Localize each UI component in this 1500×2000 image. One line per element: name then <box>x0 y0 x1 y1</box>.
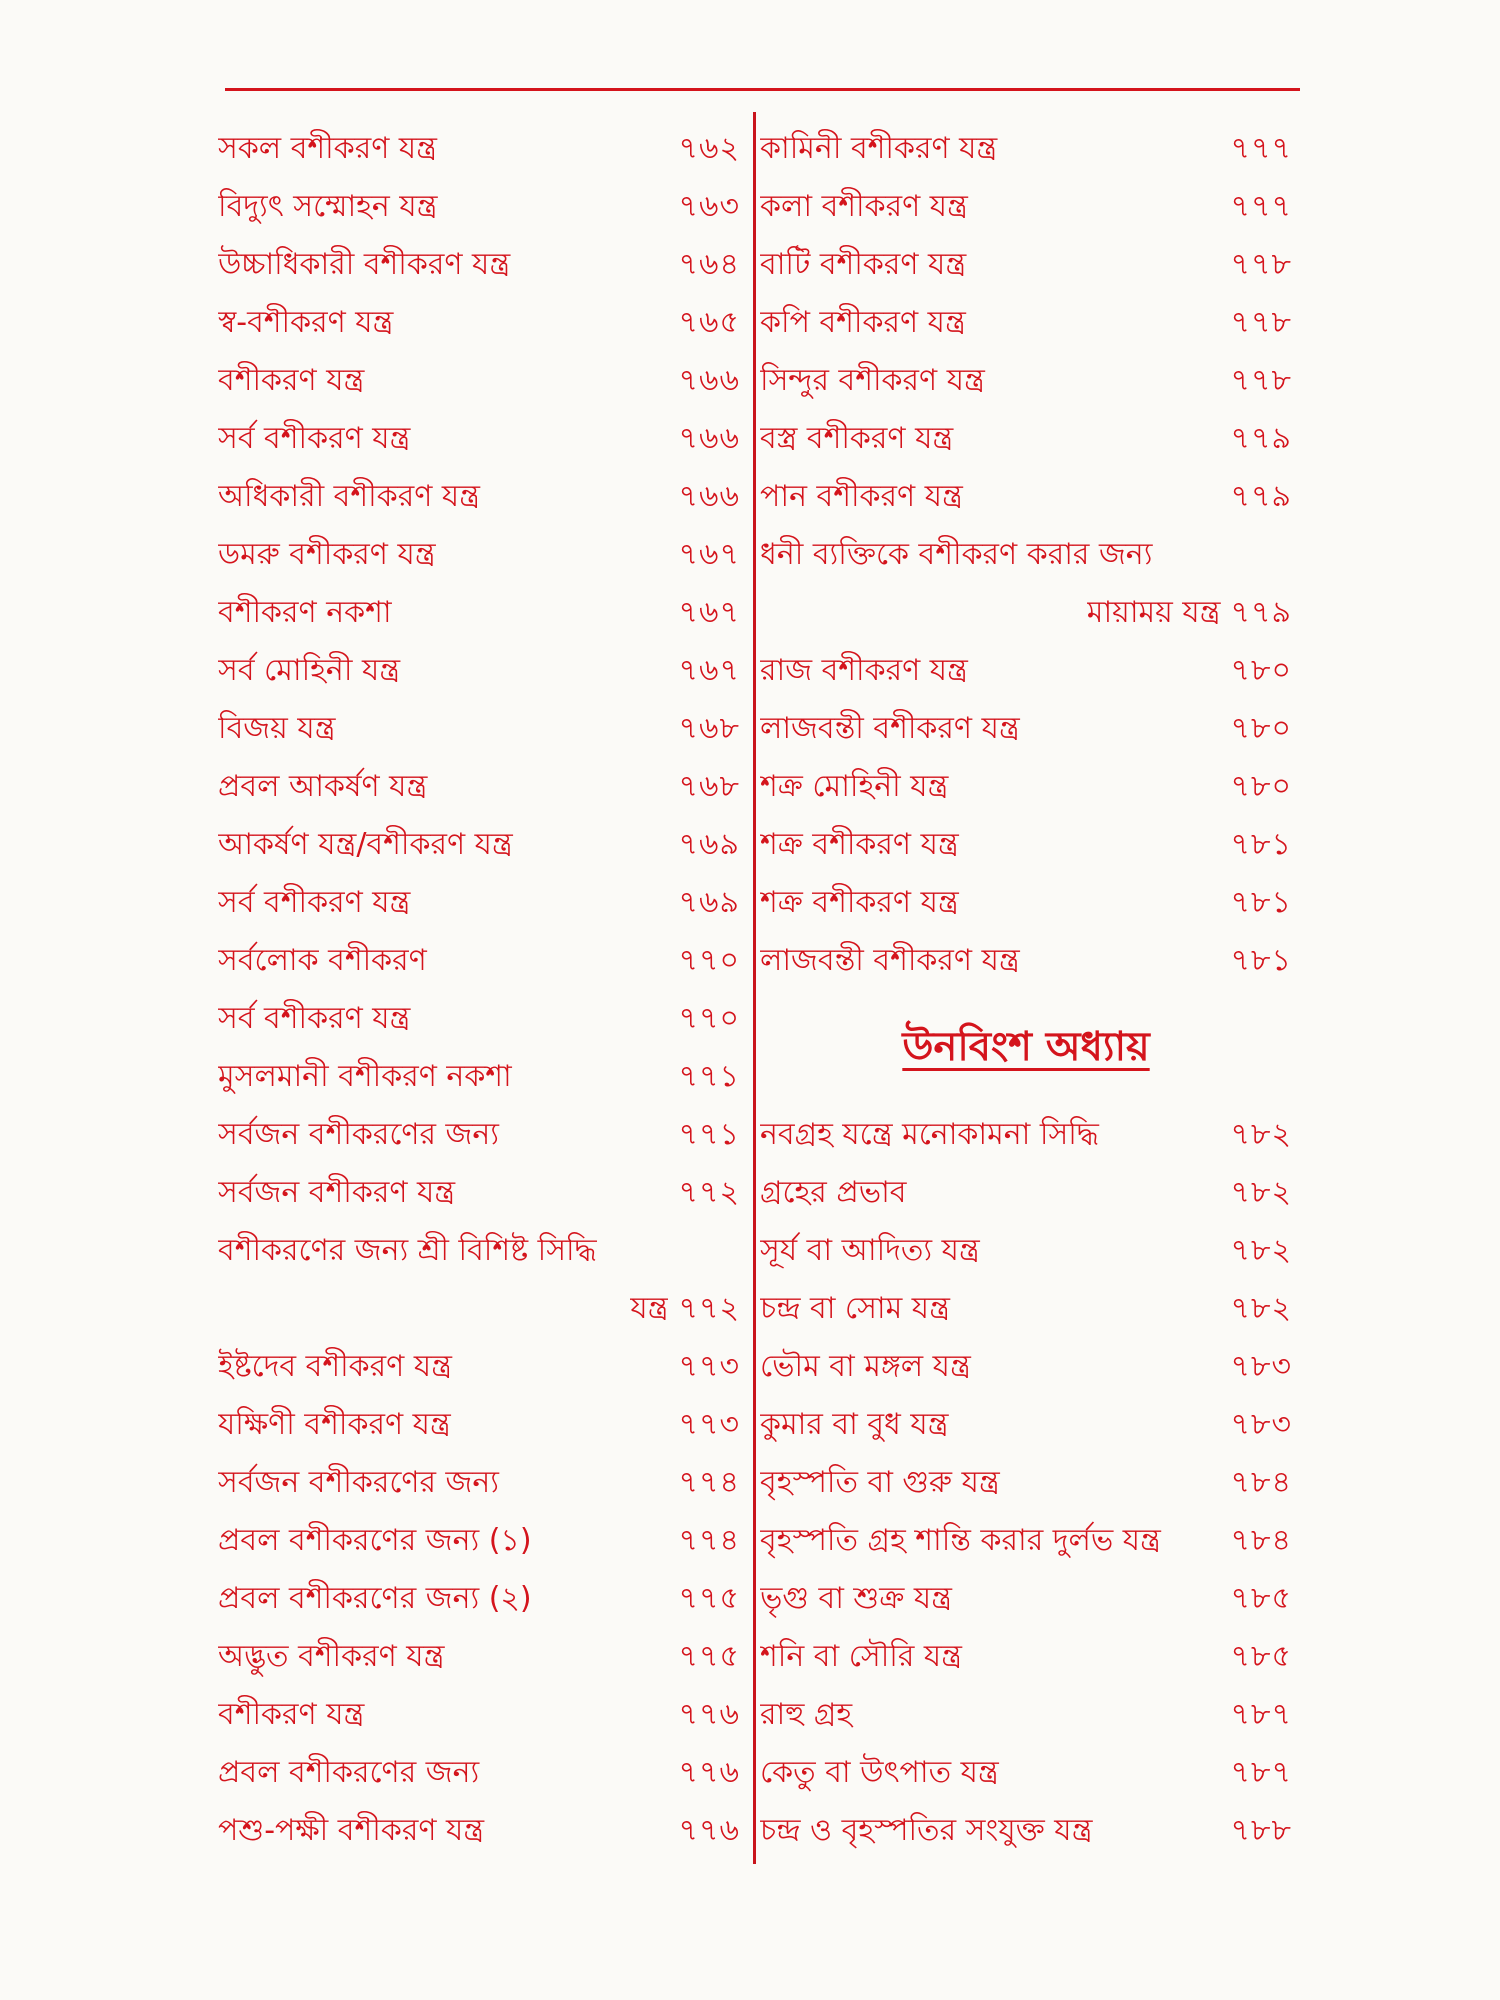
toc-entry <box>760 294 1292 352</box>
toc-entry <box>218 990 740 1048</box>
toc-entry-page: ৭৮৫ <box>1230 1580 1292 1616</box>
toc-entry <box>218 816 740 874</box>
toc-entry-page: ৭৭৭ <box>1230 130 1292 166</box>
toc-entry-title: সিন্দুর বশীকরণ যন্ত্র <box>760 362 985 398</box>
toc-entry <box>760 1164 1292 1222</box>
toc-entry-title: শনি বা সৌরি যন্ত্র <box>760 1638 963 1674</box>
toc-entry-title: বৃহস্পতি গ্রহ শান্তি করার দুর্লভ যন্ত্র <box>760 1522 1161 1558</box>
toc-entry <box>760 468 1292 526</box>
toc-entry-title: সর্বজন বশীকরণ যন্ত্র <box>218 1174 456 1210</box>
toc-entry <box>218 410 740 468</box>
toc-entry-title: পান বশীকরণ যন্ত্র <box>760 478 963 514</box>
toc-entry <box>760 1802 1292 1860</box>
toc-entry-page: ৭৮৭ <box>1230 1696 1292 1732</box>
toc-entry-title: সর্বজন বশীকরণের জন্য <box>218 1116 499 1152</box>
toc-right-top-list <box>760 120 1292 990</box>
toc-entry-page: ৭৭০ <box>678 1000 740 1036</box>
toc-entry-title: নবগ্রহ যন্ত্রে মনোকামনা সিদ্ধি <box>760 1116 1099 1152</box>
toc-entry <box>218 642 740 700</box>
toc-entry-title: শক্র বশীকরণ যন্ত্র <box>760 826 959 862</box>
toc-entry <box>760 816 1292 874</box>
toc-entry-title: বাটি বশীকরণ যন্ত্র <box>760 246 967 282</box>
toc-entry-page: ৭৮২ <box>1230 1116 1292 1152</box>
toc-entry <box>760 874 1292 932</box>
toc-entry-title: সর্ব বশীকরণ যন্ত্র <box>218 420 411 456</box>
toc-entry <box>760 1106 1292 1164</box>
toc-entry-title: সকল বশীকরণ যন্ত্র <box>218 130 438 166</box>
toc-entry-page: ৭৭৫ <box>678 1638 740 1674</box>
toc-entry <box>760 642 1292 700</box>
toc-entry <box>760 758 1292 816</box>
toc-entry <box>760 236 1292 294</box>
toc-entry <box>218 526 740 584</box>
toc-entry-title: প্রবল বশীকরণের জন্য (১) <box>218 1522 532 1558</box>
toc-entry-page: ৭৭৮ <box>1230 362 1292 398</box>
toc-entry <box>218 236 740 294</box>
toc-entry-title: লাজবন্তী বশীকরণ যন্ত্র <box>760 710 1020 746</box>
top-rule <box>225 88 1300 91</box>
toc-entry-title: বশীকরণ যন্ত্র <box>218 362 365 398</box>
toc-entry <box>218 1744 740 1802</box>
toc-entry-page: ৭৮২ <box>1230 1174 1292 1210</box>
toc-entry-page: ৭৭৩ <box>678 1348 740 1384</box>
toc-entry <box>218 584 740 642</box>
toc-entry-page: ৭৭৭ <box>1230 188 1292 224</box>
toc-entry <box>218 1396 740 1454</box>
toc-right-bottom-list <box>760 1106 1292 1860</box>
toc-entry-page: ৭৬৫ <box>678 304 740 340</box>
toc-entry <box>760 178 1292 236</box>
toc-entry-page: ৭৮১ <box>1230 942 1292 978</box>
toc-entry-title: যক্ষিণী বশীকরণ যন্ত্র <box>218 1406 451 1442</box>
toc-entry-continuation <box>760 584 1292 642</box>
toc-entry-page: ৭৬৮ <box>678 768 740 804</box>
toc-entry-title: প্রবল বশীকরণের জন্য (২) <box>218 1580 532 1616</box>
toc-entry-page: ৭৬৯ <box>678 884 740 920</box>
toc-entry <box>760 526 1292 584</box>
toc-entry <box>218 1512 740 1570</box>
toc-entry-page: ৭৮৭ <box>1230 1754 1292 1790</box>
toc-entry <box>218 1222 740 1280</box>
toc-entry-title: কপি বশীকরণ যন্ত্র <box>760 304 966 340</box>
toc-entry <box>218 1164 740 1222</box>
toc-entry-page: ৭৭৬ <box>678 1696 740 1732</box>
toc-entry-page: ৭৬২ <box>678 130 740 166</box>
toc-entry <box>760 932 1292 990</box>
toc-entry-page: ৭৮২ <box>1230 1232 1292 1268</box>
toc-entry-page: ৭৬৬ <box>678 420 740 456</box>
toc-entry-title: বৃহস্পতি বা গুরু যন্ত্র <box>760 1464 1000 1500</box>
toc-entry-page: ৭৭৪ <box>678 1464 740 1500</box>
toc-entry-title: কেতু বা উৎপাত যন্ত্র <box>760 1754 999 1790</box>
toc-entry-title: ভৃগু বা শুক্র যন্ত্র <box>760 1580 952 1616</box>
toc-entry-page: ৭৭৯ <box>1230 420 1292 456</box>
toc-entry-title: সূর্য বা আদিত্য যন্ত্র <box>760 1232 980 1268</box>
toc-entry <box>218 178 740 236</box>
toc-entry-page: ৭৭২ <box>678 1290 740 1326</box>
toc-entry <box>218 1570 740 1628</box>
toc-entry <box>218 1628 740 1686</box>
toc-entry-page: ৭৮০ <box>1230 710 1292 746</box>
toc-entry <box>218 1802 740 1860</box>
toc-entry <box>760 120 1292 178</box>
toc-entry-title: রাজ বশীকরণ যন্ত্র <box>760 652 968 688</box>
chapter-heading <box>760 990 1292 1106</box>
toc-entry-title: সর্বজন বশীকরণের জন্য <box>218 1464 499 1500</box>
toc-entry <box>760 1512 1292 1570</box>
toc-entry-title: বশীকরণের জন্য শ্রী বিশিষ্ট সিদ্ধি <box>218 1232 597 1268</box>
toc-entry <box>760 1454 1292 1512</box>
toc-entry-page: ৭৭০ <box>678 942 740 978</box>
toc-entry <box>218 1454 740 1512</box>
toc-entry-title: বিদ্যুৎ সম্মোহন যন্ত্র <box>218 188 438 224</box>
toc-entry-title: চন্দ্র বা সোম যন্ত্র <box>760 1290 950 1326</box>
toc-entry-continuation <box>218 1280 740 1338</box>
toc-entry-page: ৭৬৬ <box>678 362 740 398</box>
toc-entry-page: ৭৭৮ <box>1230 304 1292 340</box>
toc-entry-page: ৭৭৮ <box>1230 246 1292 282</box>
toc-entry <box>760 352 1292 410</box>
toc-entry <box>218 468 740 526</box>
toc-entry-page: ৭৮৪ <box>1230 1522 1292 1558</box>
toc-entry <box>218 1338 740 1396</box>
toc-entry-page: ৭৮১ <box>1230 826 1292 862</box>
toc-entry-page: ৭৬৪ <box>678 246 740 282</box>
toc-right-column <box>760 120 1292 1860</box>
toc-entry-page: ৭৭৩ <box>678 1406 740 1442</box>
toc-entry <box>218 120 740 178</box>
chapter-heading-text: উনবিংশ অধ্যায় <box>902 1023 1150 1070</box>
toc-entry-page: ৭৬৩ <box>678 188 740 224</box>
toc-entry-title: সর্বলোক বশীকরণ <box>218 942 427 978</box>
toc-entry-title: ইষ্টদেব বশীকরণ যন্ত্র <box>218 1348 452 1384</box>
toc-entry-page: ৭৬৭ <box>678 536 740 572</box>
toc-entry-title: অধিকারী বশীকরণ যন্ত্র <box>218 478 480 514</box>
toc-entry-page: ৭৭১ <box>678 1116 740 1152</box>
toc-entry-title: সর্ব মোহিনী যন্ত্র <box>218 652 401 688</box>
toc-entry <box>218 758 740 816</box>
column-divider <box>753 112 756 1864</box>
toc-left-column <box>218 120 740 1860</box>
toc-entry-title: বশীকরণ যন্ত্র <box>218 1696 365 1732</box>
toc-entry-title: পশু-পক্ষী বশীকরণ যন্ত্র <box>218 1812 485 1848</box>
toc-entry-page: ৭৬৯ <box>678 826 740 862</box>
toc-entry-page: ৭৭৪ <box>678 1522 740 1558</box>
toc-entry-title: প্রবল বশীকরণের জন্য <box>218 1754 480 1790</box>
toc-entry <box>218 1686 740 1744</box>
toc-entry-title: ডমরু বশীকরণ যন্ত্র <box>218 536 436 572</box>
toc-entry-page: ৭৮৫ <box>1230 1638 1292 1674</box>
toc-entry-title: উচ্চাধিকারী বশীকরণ যন্ত্র <box>218 246 511 282</box>
toc-entry-title: চন্দ্র ও বৃহস্পতির সংযুক্ত যন্ত্র <box>760 1812 1093 1848</box>
toc-entry-title: স্ব-বশীকরণ যন্ত্র <box>218 304 394 340</box>
toc-entry-title: আকর্ষণ যন্ত্র/বশীকরণ যন্ত্র <box>218 826 513 862</box>
toc-entry <box>760 1686 1292 1744</box>
toc-entry <box>218 1106 740 1164</box>
toc-entry-page: ৭৭৬ <box>678 1754 740 1790</box>
toc-entry-title: রাহু গ্রহ <box>760 1696 853 1732</box>
toc-entry-page: ৭৬৭ <box>678 594 740 630</box>
toc-entry <box>218 352 740 410</box>
toc-entry-page: ৭৮৪ <box>1230 1464 1292 1500</box>
toc-entry-page: ৭৮১ <box>1230 884 1292 920</box>
toc-entry-title: গ্রহের প্রভাব <box>760 1174 907 1210</box>
toc-entry <box>760 410 1292 468</box>
toc-entry-page: ৭৮৩ <box>1230 1406 1292 1442</box>
toc-entry <box>218 932 740 990</box>
toc-entry-page: ৭৬৭ <box>678 652 740 688</box>
toc-entry-page: ৭৭৯ <box>1230 594 1292 630</box>
toc-entry-title: মুসলমানী বশীকরণ নকশা <box>218 1058 512 1094</box>
toc-entry-page: ৭৮৩ <box>1230 1348 1292 1384</box>
toc-entry-title: মায়াময় যন্ত্র <box>1086 594 1221 630</box>
toc-entry-title: ভৌম বা মঙ্গল যন্ত্র <box>760 1348 971 1384</box>
toc-entry <box>218 1048 740 1106</box>
toc-entry-title: সর্ব বশীকরণ যন্ত্র <box>218 1000 411 1036</box>
toc-entry-title: বশীকরণ নকশা <box>218 594 392 630</box>
toc-entry <box>760 1744 1292 1802</box>
toc-entry <box>760 1570 1292 1628</box>
toc-entry <box>218 874 740 932</box>
toc-entry-title: বিজয় যন্ত্র <box>218 710 336 746</box>
toc-entry-page: ৭৭৫ <box>678 1580 740 1616</box>
toc-entry <box>760 1222 1292 1280</box>
toc-entry-title: যন্ত্র <box>630 1290 669 1326</box>
toc-entry-title: কলা বশীকরণ যন্ত্র <box>760 188 968 224</box>
toc-entry-title: শক্র মোহিনী যন্ত্র <box>760 768 949 804</box>
toc-entry-page: ৭৮২ <box>1230 1290 1292 1326</box>
toc-entry-title: কামিনী বশীকরণ যন্ত্র <box>760 130 998 166</box>
toc-entry-title: বস্ত্র বশীকরণ যন্ত্র <box>760 420 954 456</box>
toc-entry-title: অদ্ভুত বশীকরণ যন্ত্র <box>218 1638 445 1674</box>
toc-entry-page: ৭৭৬ <box>678 1812 740 1848</box>
toc-entry-page: ৭৬৬ <box>678 478 740 514</box>
toc-entry <box>760 1280 1292 1338</box>
toc-entry-page: ৭৭১ <box>678 1058 740 1094</box>
toc-entry <box>218 700 740 758</box>
toc-entry <box>760 1396 1292 1454</box>
toc-entry-page: ৭৮৮ <box>1230 1812 1292 1848</box>
toc-entry <box>760 700 1292 758</box>
toc-entry-title: লাজবন্তী বশীকরণ যন্ত্র <box>760 942 1020 978</box>
toc-entry-title: সর্ব বশীকরণ যন্ত্র <box>218 884 411 920</box>
toc-entry-page: ৭৭৯ <box>1230 478 1292 514</box>
toc-entry-page: ৭৮০ <box>1230 768 1292 804</box>
toc-entry-title: ধনী ব্যক্তিকে বশীকরণ করার জন্য <box>760 536 1153 572</box>
toc-entry-title: শক্র বশীকরণ যন্ত্র <box>760 884 959 920</box>
toc-entry-title: প্রবল আকর্ষণ যন্ত্র <box>218 768 428 804</box>
toc-entry <box>760 1628 1292 1686</box>
toc-entry-page: ৭৭২ <box>678 1174 740 1210</box>
toc-entry <box>218 294 740 352</box>
toc-entry-page: ৭৬৮ <box>678 710 740 746</box>
toc-entry <box>760 1338 1292 1396</box>
toc-entry-title: কুমার বা বুধ যন্ত্র <box>760 1406 949 1442</box>
toc-entry-page: ৭৮০ <box>1230 652 1292 688</box>
